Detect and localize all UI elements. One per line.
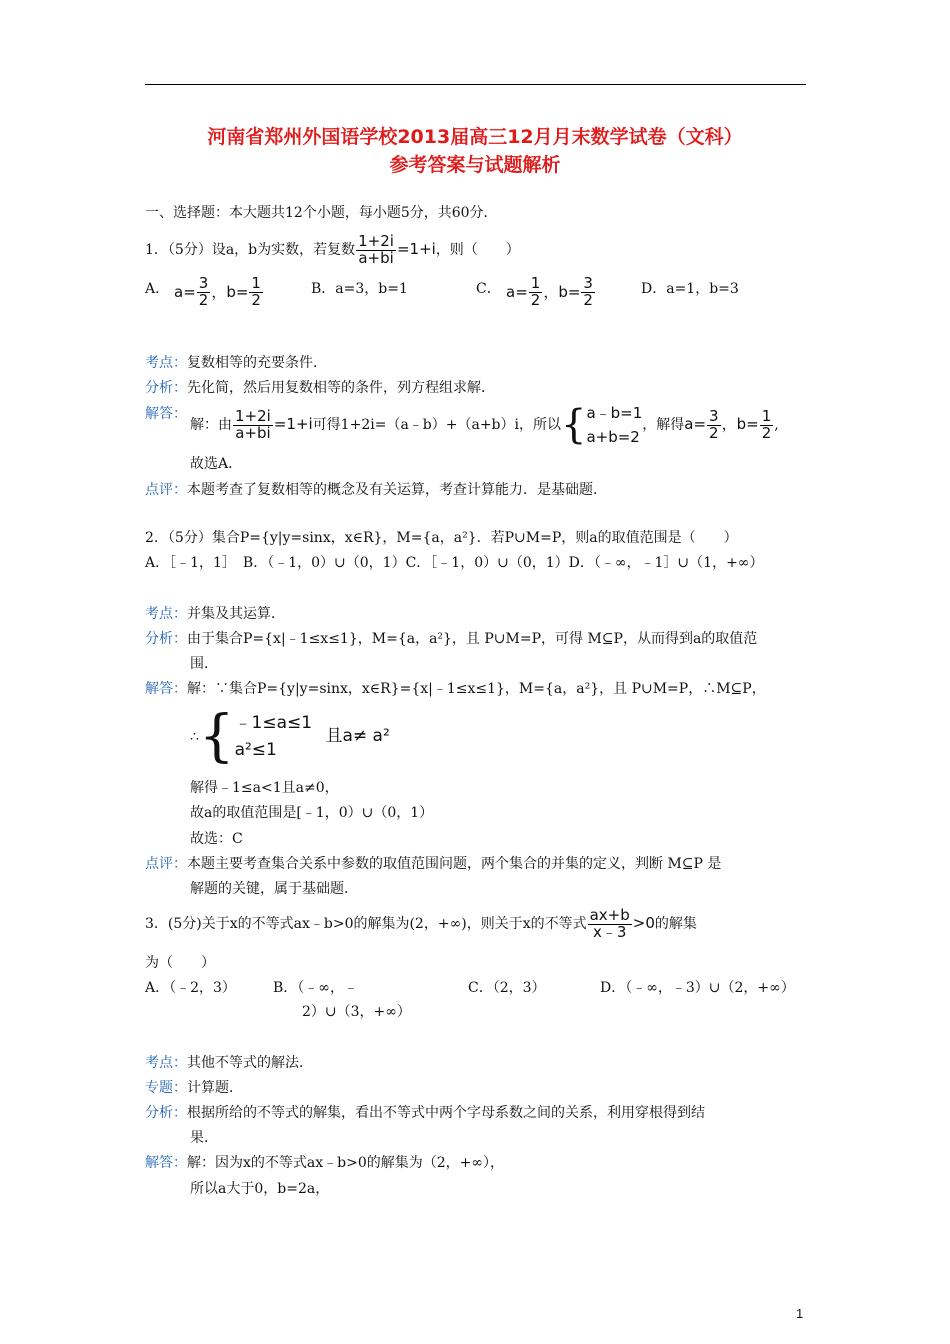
q2-sys-post: 且a≠ a² bbox=[325, 726, 390, 746]
q2-options: A．［﹣1，1］ B．（﹣1，0）∪（0，1）C．［﹣1，0）∪（0，1）D．（﹣∞，﹣1］∪（1，+∞） bbox=[145, 555, 764, 571]
q1-optC-b-frac bbox=[581, 276, 595, 309]
q3-fenxi-label: 分析： bbox=[145, 1105, 187, 1121]
q1-fenxi-label: 分析： bbox=[145, 380, 187, 396]
q1-option-c-label: C． bbox=[476, 281, 501, 297]
q3-zhuanti bbox=[145, 1077, 243, 1097]
q1-option-a bbox=[174, 276, 264, 309]
q2-fenxi-line2: 围． bbox=[190, 656, 218, 672]
q2-stem: 2．（5分）集合P={y|y=sinx，x∈R}，M={a，a²}．若P∪M=P，则a的取值范围是（ ） bbox=[145, 530, 738, 546]
q2-dianping-line2: 解题的关键，属于基础题． bbox=[190, 881, 358, 897]
q1-jieda-num: 1+2i bbox=[235, 406, 271, 425]
q3-kaodian-label: 考点： bbox=[145, 1055, 187, 1071]
q1-option-b: B．a=3，b=1 bbox=[311, 281, 408, 297]
q1-jieda-line2: 故选A． bbox=[190, 456, 243, 472]
q1-kaodian-text: 复数相等的充要条件． bbox=[187, 355, 327, 371]
q1-optC-a-frac bbox=[529, 276, 543, 309]
q3-fenxi-line2: 果． bbox=[190, 1130, 218, 1146]
q3-fenxi bbox=[145, 1102, 705, 1122]
q1-system bbox=[586, 401, 642, 449]
q1-jieda-den: a+bi bbox=[235, 423, 271, 442]
q1-ans-b-num: 1 bbox=[761, 406, 772, 425]
q3-option-c: C．（2，3） bbox=[468, 980, 546, 996]
q1-fenxi bbox=[145, 377, 495, 397]
q1-jieda-eq: =1+i bbox=[273, 415, 313, 433]
q1-dianping-text: 本题考查了复数相等的概念及有关运算，考查计算能力．是基础题． bbox=[187, 482, 607, 498]
q1-ans-b-frac bbox=[760, 406, 774, 442]
q3-stem-line2: 为（ ） bbox=[145, 955, 215, 971]
q1-ans-a-den: 2 bbox=[709, 423, 719, 442]
q2-dianping-text-1: 本题主要考查集合关系中参数的取值范围问题，两个集合的并集的定义，判断 M⊆P 是 bbox=[187, 856, 722, 872]
q1-ans-end: , bbox=[774, 417, 779, 433]
q1-stem-pre: 1．（5分）设a，b为实数，若复数 bbox=[145, 242, 356, 258]
title-line-2: 参考答案与试题解析 bbox=[389, 154, 561, 176]
q1-optA-a-frac bbox=[197, 276, 211, 309]
q1-optA-b-num: 1 bbox=[251, 274, 261, 292]
q1-jieda-pre: 解：由 bbox=[190, 417, 232, 433]
q1-jieda-label: 解答： bbox=[145, 406, 187, 422]
q2-dianping-label: 点评： bbox=[145, 856, 187, 872]
q1-sys-1: a﹣b=1 bbox=[586, 404, 643, 422]
q1-kaodian-label: 考点： bbox=[145, 355, 187, 371]
q1-ans-b: ，b= bbox=[721, 415, 759, 433]
q3-zhuanti-text: 计算题． bbox=[187, 1080, 243, 1096]
q1-dianping-label: 点评： bbox=[145, 482, 187, 498]
q3-option-b-line2: 2）∪（3，+∞） bbox=[302, 1004, 411, 1020]
q3-fenxi-text-1: 根据所给的不等式的解集，看出不等式中两个字母系数之间的关系，利用穿根得到结 bbox=[187, 1105, 705, 1121]
q2-therefore: ∴ bbox=[190, 729, 199, 745]
q3-jieda-text-1: 解：因为x的不等式ax﹣b>0的解集为（2，+∞）， bbox=[187, 1155, 505, 1171]
q1-option-c bbox=[506, 276, 596, 309]
q1-option-d: D．a=1，b=3 bbox=[641, 281, 739, 297]
q1-stem-eq: =1+i bbox=[396, 240, 436, 258]
q2-jieda-text-1: 解：∵集合P={y|y=sinx，x∈R}={x|﹣1≤x≤1}，M={a，a²}，且 P∪M=P，∴M⊆P， bbox=[187, 681, 766, 697]
q1-option-a-label: A． bbox=[145, 281, 170, 297]
q1-optA-b-den: 2 bbox=[251, 290, 261, 309]
q2-sys-2: a²≤1 bbox=[234, 740, 277, 760]
q3-stem-fraction bbox=[588, 905, 632, 941]
q1-optA-a: a= bbox=[174, 282, 196, 301]
q2-sys-1: ﹣1≤a≤1 bbox=[234, 712, 313, 733]
q3-zhuanti-label: 专题： bbox=[145, 1080, 187, 1096]
q3-option-b-line1: B．（﹣∞，﹣ bbox=[273, 980, 358, 996]
q2-system-line bbox=[190, 704, 390, 769]
q3-kaodian bbox=[145, 1052, 313, 1072]
q2-brace: { bbox=[198, 704, 235, 769]
q1-optA-a-num: 3 bbox=[198, 274, 209, 292]
q3-jieda-line2: 所以a大于0，b=2a， bbox=[190, 1181, 330, 1197]
q3-stem-den: x﹣3 bbox=[592, 922, 627, 941]
q1-brace: { bbox=[561, 402, 587, 448]
q1-jieda-post: ，解得 bbox=[642, 417, 685, 433]
q3-stem bbox=[145, 902, 697, 945]
q2-jieda-line3: 解得﹣1≤a<1且a≠0， bbox=[190, 780, 339, 796]
q3-kaodian-text: 其他不等式的解法． bbox=[187, 1055, 313, 1071]
q1-optC-a-den: 2 bbox=[530, 290, 541, 309]
q1-stem-num: 1+2i bbox=[358, 231, 394, 250]
q1-ans-b-den: 2 bbox=[761, 423, 772, 442]
q1-optA-a-den: 2 bbox=[198, 290, 209, 309]
q1-jieda-fraction bbox=[233, 406, 273, 442]
q1-optA-b: ，b= bbox=[211, 282, 249, 301]
q2-jieda-line4: 故a的取值范围是[﹣1，0）∪（0，1） bbox=[190, 805, 434, 821]
q1-ans-a: a= bbox=[684, 415, 707, 433]
q1-stem-fraction bbox=[356, 231, 396, 267]
q2-system bbox=[235, 710, 313, 764]
q1-kaodian bbox=[145, 352, 327, 372]
q1-jieda-mid: 可得1+2i=（a﹣b）+（a+b）i，所以 bbox=[312, 417, 561, 433]
q3-stem-num: ax+b bbox=[589, 905, 630, 924]
q1-optC-a: a= bbox=[506, 282, 528, 301]
title-line-1: 河南省郑州外国语学校2013届高三12月月末数学试卷（文科） bbox=[207, 126, 743, 148]
q1-optC-b-den: 2 bbox=[583, 290, 593, 309]
q2-kaodian-label: 考点： bbox=[145, 606, 187, 622]
q2-kaodian-text: 并集及其运算． bbox=[187, 606, 285, 622]
q1-optC-a-num: 1 bbox=[530, 274, 541, 292]
q1-dianping bbox=[145, 479, 607, 499]
q1-ans-a-num: 3 bbox=[709, 406, 719, 425]
header-rule bbox=[145, 84, 806, 85]
section-heading: 一、选择题：本大题共12个小题，每小题5分，共60分． bbox=[145, 205, 498, 221]
q2-fenxi-label: 分析： bbox=[145, 631, 187, 647]
q2-jieda-label: 解答： bbox=[145, 681, 187, 697]
q3-jieda bbox=[145, 1152, 504, 1172]
q2-kaodian bbox=[145, 603, 285, 623]
q1-fenxi-text: 先化简，然后用复数相等的条件，列方程组求解． bbox=[187, 380, 495, 396]
q2-dianping bbox=[145, 853, 721, 873]
q1-optC-b: ，b= bbox=[543, 282, 581, 301]
q3-option-d: D．（﹣∞，﹣3）∪（2，+∞） bbox=[600, 980, 795, 996]
q3-jieda-label: 解答： bbox=[145, 1155, 187, 1171]
q2-jieda bbox=[145, 678, 766, 698]
q1-optC-b-num: 3 bbox=[583, 274, 593, 292]
q1-stem-den: a+bi bbox=[358, 248, 394, 267]
q1-optA-b-frac bbox=[249, 276, 263, 309]
q1-stem bbox=[145, 228, 520, 271]
q3-stem-pre: 3．(5分)关于x的不等式ax﹣b>0的解集为(2，+∞)，则关于x的不等式 bbox=[145, 916, 587, 932]
q1-stem-post: ，则（ ） bbox=[435, 242, 520, 258]
q2-jieda-line5: 故选：C bbox=[190, 831, 243, 847]
q2-fenxi bbox=[145, 628, 757, 648]
q1-ans-a-frac bbox=[707, 406, 721, 442]
q3-stem-gt: >0 bbox=[632, 914, 655, 932]
q3-option-a: A．（﹣2，3） bbox=[145, 980, 236, 996]
page-number: 1 bbox=[796, 1306, 804, 1321]
q3-stem-post: 的解集 bbox=[654, 916, 697, 932]
q1-sys-2: a+b=2 bbox=[586, 428, 640, 446]
q2-fenxi-text-1: 由于集合P={x|﹣1≤x≤1}，M={a，a²}，且 P∪M=P，可得 M⊆P，从而得到a的取值范 bbox=[187, 631, 758, 647]
q1-jieda-line1 bbox=[190, 398, 779, 451]
